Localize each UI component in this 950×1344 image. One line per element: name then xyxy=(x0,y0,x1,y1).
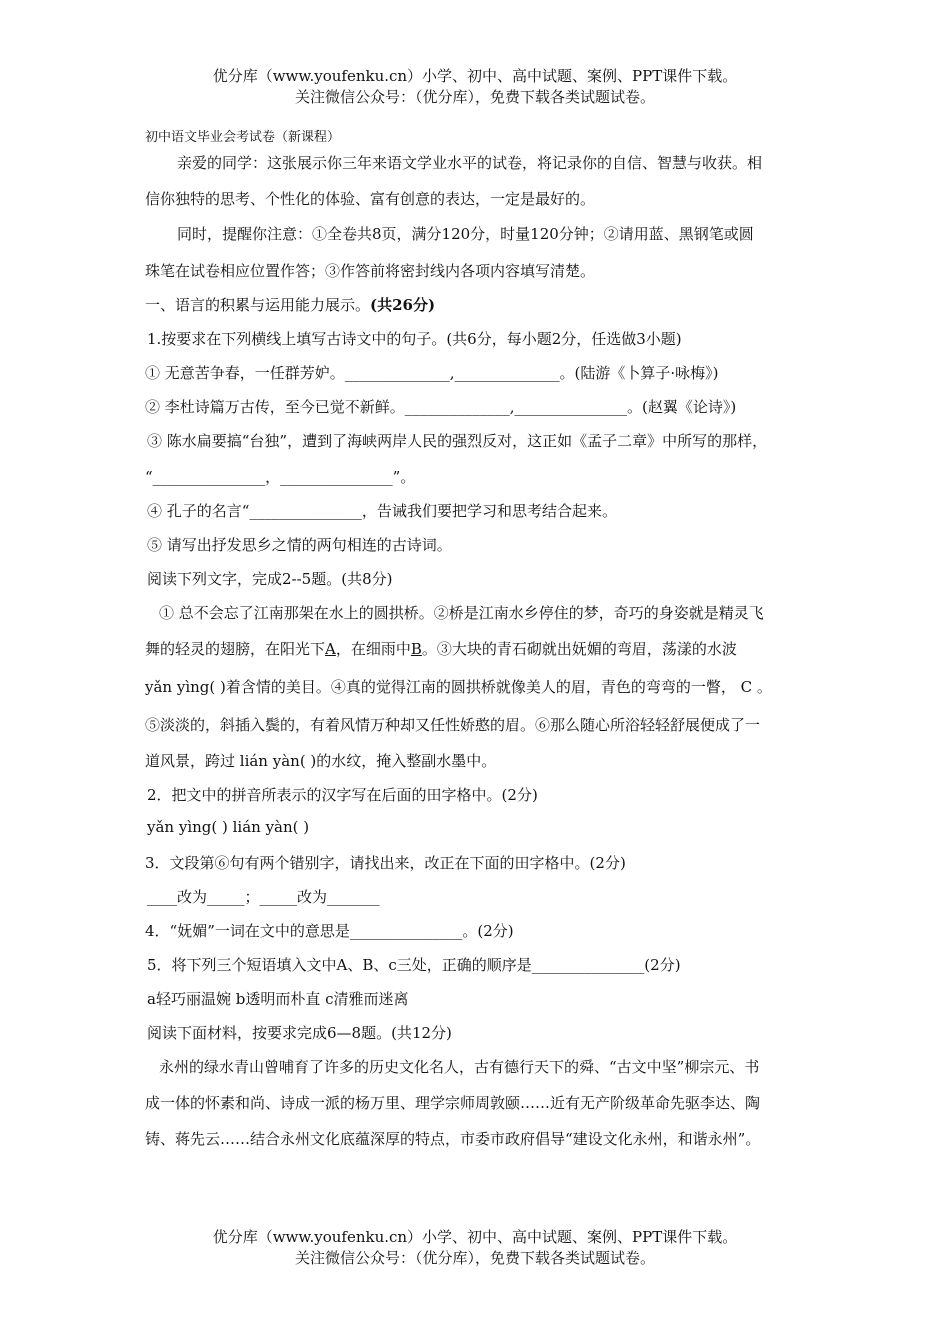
section-1-text: 一、语言的积累与运用能力展示。 xyxy=(145,296,371,314)
passage-1-line-2-post: 。③大块的青石砌就出妩媚的弯眉，荡漾的水波 xyxy=(421,640,737,658)
intro-line-2b: 珠笔在试卷相应位置作答；③作答前将密封线内各项内容填写清楚。 xyxy=(145,262,596,280)
header-line-2: 关注微信公众号：（优分库），免费下载各类试题试卷。 xyxy=(294,88,655,106)
passage-2-line-3: 铸、蒋先云……结合永州文化底蕴深厚的特点，市委市政府倡导“建设文化永州，和谐永州”。 xyxy=(145,1130,761,1148)
question-2-pinyin: yǎn yìng( ) lián yàn( ) xyxy=(147,818,310,836)
passage-1-line-4: ⑤淡淡的，斜插入鬓的，有着风情万种却又任性娇憨的眉。⑥那么随心所浴轻轻舒展便成了一 xyxy=(145,716,761,734)
doc-title: 初中语文毕业会考试卷（新课程） xyxy=(145,130,341,145)
question-4: 4．“妩媚”一词在文中的意思是_______________。(2分) xyxy=(145,922,514,940)
blank-a: A xyxy=(325,640,336,658)
question-1: 1.按要求在下列横线上填写古诗文中的句子。(共6分，每小题2分，任选做3小题) xyxy=(147,330,682,348)
section-1-heading xyxy=(145,294,435,315)
passage-1-line-2 xyxy=(145,638,737,659)
page-footer xyxy=(0,1227,950,1269)
passage-1-line-3: yǎn yìng( )着含情的美目。④真的觉得江南的圆拱桥就像美人的眉，青色的弯弯的一瞥， C 。 xyxy=(145,678,772,696)
passage-1-line-2-mid: ，在细雨中 xyxy=(335,640,411,658)
question-5-options: a轻巧丽温婉 b透明而朴直 c清雅而迷离 xyxy=(147,990,409,1008)
passage-2-line-2: 成一体的怀素和尚、诗成一派的杨万里、理学宗师周敦颐……近有无产阶级革命先驱李达、陶 xyxy=(145,1094,761,1112)
question-2: 2．把文中的拼音所表示的汉字写在后面的田字格中。(2分) xyxy=(147,786,538,804)
question-3: 3．文段第⑥句有两个错别字，请找出来，改正在下面的田字格中。(2分) xyxy=(145,854,626,872)
page-header xyxy=(0,66,950,108)
question-1-item-1: ① 无意苦争春，一任群芳妒。______________,______________。(陆游《卜算子·咏梅》) xyxy=(145,364,719,382)
question-5: 5．将下列三个短语填入文中A、B、c三处，正确的顺序是_______________(2分) xyxy=(147,956,681,974)
footer-line-2: 关注微信公众号：（优分库），免费下载各类试题试卷。 xyxy=(294,1249,655,1267)
reading-1-instruction: 阅读下列文字，完成2--5题。(共8分) xyxy=(147,570,393,588)
passage-1-line-2-pre: 舞的轻灵的翅膀，在阳光下 xyxy=(145,640,326,658)
question-1-item-3a: ③ 陈水扁要搞“台独”，遭到了海峡两岸人民的强烈反对，这正如《孟子二章》中所写的那样， xyxy=(147,432,768,450)
footer-line-1: 优分库（www.youfenku.cn）小学、初中、高中试题、案例、PPT课件下载。 xyxy=(212,1228,738,1246)
intro-line-1b: 信你独特的思考、个性化的体验、富有创意的表达，一定是最好的。 xyxy=(145,190,596,208)
passage-1-line-1: ① 总不会忘了江南那架在水上的圆拱桥。②桥是江南水乡停住的梦，奇巧的身姿就是精灵飞 xyxy=(159,604,764,622)
reading-2-instruction: 阅读下面材料，按要求完成6—8题。(共12分) xyxy=(147,1024,452,1042)
question-1-item-4: ④ 孔子的名言“_______________，告诫我们要把学习和思考结合起来。 xyxy=(147,502,617,520)
question-1-item-5: ⑤ 请写出抒发思乡之情的两句相连的古诗词。 xyxy=(147,536,452,554)
question-1-item-2: ② 李杜诗篇万古传，至今已觉不新鲜。______________,_______________。(赵翼《论诗》) xyxy=(145,398,737,416)
header-line-1: 优分库（www.youfenku.cn）小学、初中、高中试题、案例、PPT课件下载。 xyxy=(212,67,738,85)
intro-line-2a: 同时，提醒你注意：①全卷共8页，满分120分，时量120分钟；②请用蓝、黑钢笔或圆 xyxy=(177,225,754,243)
question-1-item-3b: “_______________，_______________”。 xyxy=(145,468,416,486)
passage-1-line-5: 道风景，跨过 lián yàn( )的水纹，掩入整副水墨中。 xyxy=(145,752,497,770)
blank-b: B xyxy=(410,640,422,658)
passage-2-line-1: 永州的绿水青山曾哺育了许多的历史文化名人，古有德行天下的舜、“古文中坚”柳宗元、书 xyxy=(159,1058,760,1076)
intro-line-1a: 亲爱的同学：这张展示你三年来语文学业水平的试卷，将记录你的自信、智慧与收获。相 xyxy=(177,154,763,172)
section-1-score: (共26分) xyxy=(370,296,436,314)
question-3-blanks: ____改为_____；_____改为_______ xyxy=(147,888,380,906)
